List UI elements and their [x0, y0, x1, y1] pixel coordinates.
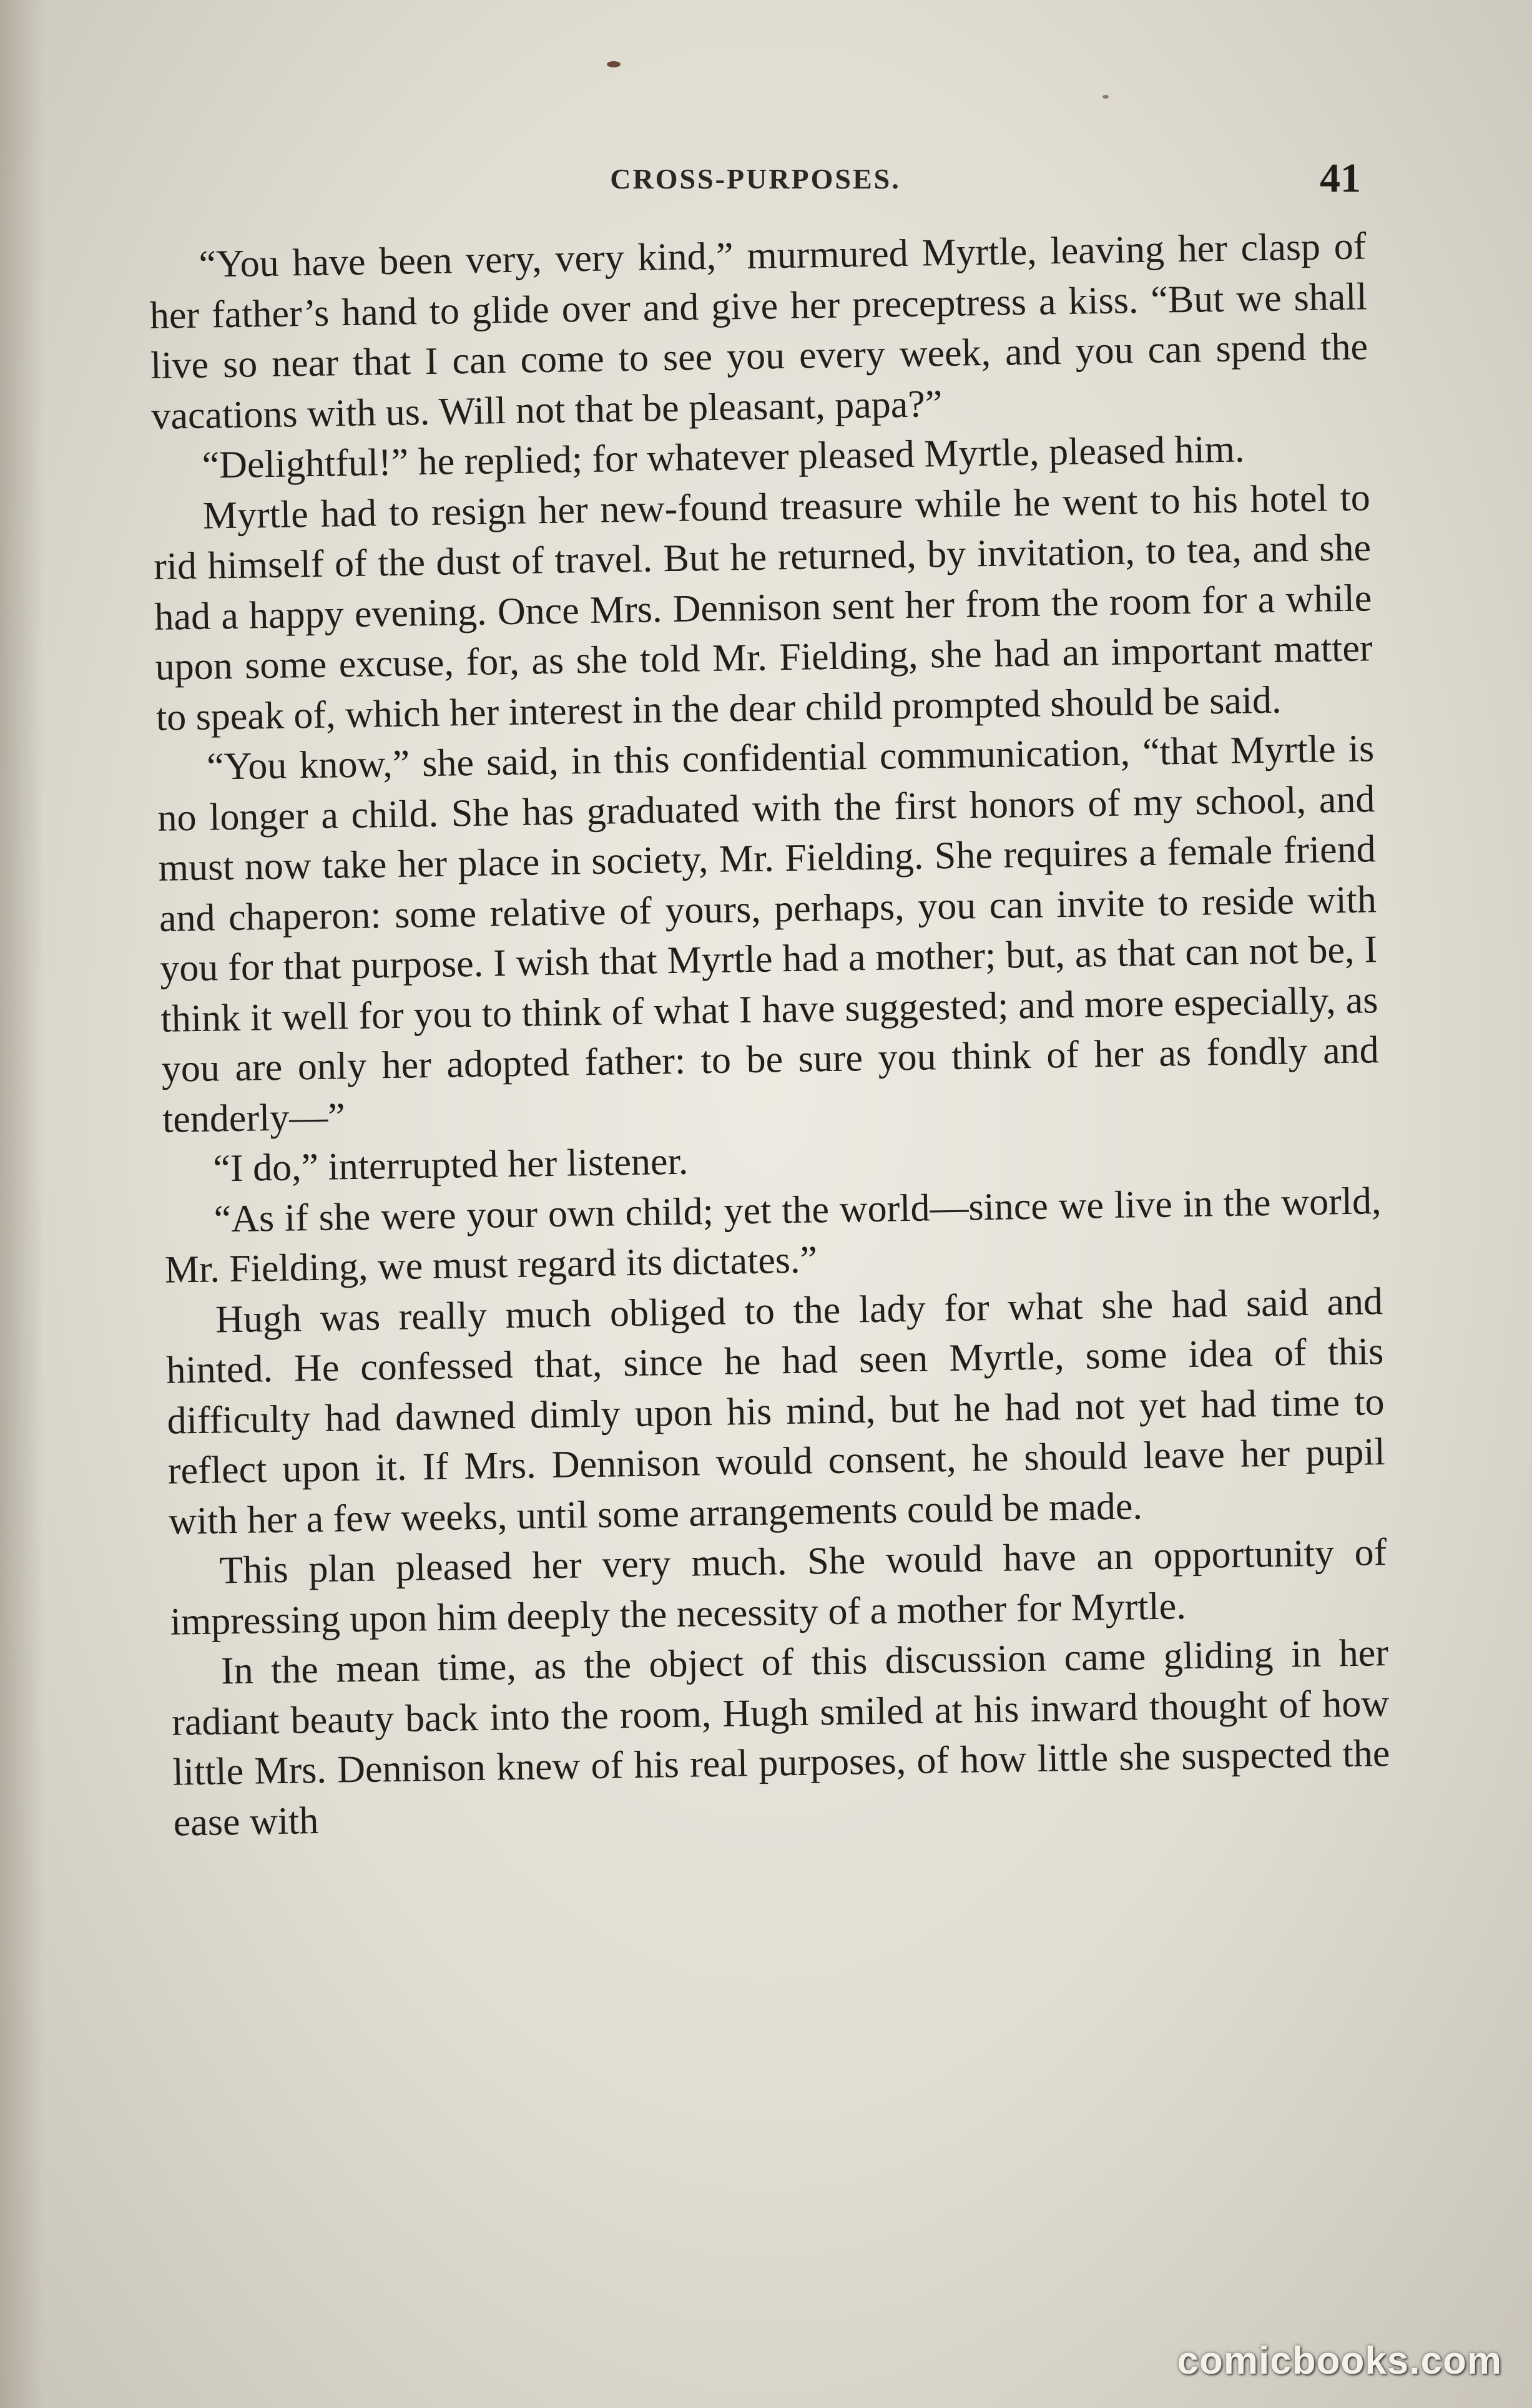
- page-number: 41: [1320, 155, 1361, 201]
- ink-speck: [607, 61, 621, 67]
- watermark: comicbooks.com: [1177, 2339, 1502, 2382]
- paragraph: “As if she were your own child; yet the world—since we live in the world, Mr. Fielding, we must regard its dictates.”: [164, 1179, 1382, 1291]
- paragraph: In the mean time, as the object of this discussion came gliding in her radiant beauty back into the room, Hugh smiled at his inward thought of how little Mrs. Dennison knew of his real purposes, of how little she suspected the ease with: [171, 1632, 1390, 1844]
- paragraph: Myrtle had to resign her new-found treasure while he went to his hotel to rid himself of the dust of travel. But he returned, by invitation, to tea, and she had a happy evening. Once Mrs. Dennison sent her from the room for a while upon some excuse, for, as she told Mr. Fielding, she had an important matter to speak of, which her interest in the dear child prompted should be said.: [153, 476, 1373, 739]
- paragraph: “I do,” interrupted her listener.: [212, 1140, 689, 1190]
- paragraph: This plan pleased her very much. She would have an opportunity of impressing upon him deeply the necessity of a mother for Myrtle.: [170, 1531, 1387, 1643]
- paragraph: “You have been very, very kind,” murmured Myrtle, leaving her clasp of her father’s hand to glide over and give her preceptress a kiss. “But we shall live so near that I can come to see you every week, and you can spend the vacations with us. Will not that be pleasant, papa?”: [149, 225, 1368, 438]
- page-header: [150, 155, 1361, 205]
- ink-speck: [1102, 95, 1109, 99]
- page-edge-shadow: [0, 0, 44, 2408]
- paragraph: “You know,” she said, in this confidential communication, “that Myrtle is no longer a child. She has graduated with the first honors of my school, and must now take her place in society, Mr. Fielding. She requires a female friend and chaperon: some relative of yours, perhaps, you can invite to reside with you for that purpose. I wish that Myrtle had a mother; but, as that can not be, I think it well for you to think of what I have suggested; and more especially, as you are only her adopted father: to be sure you think of her as fondly and tenderly—”: [157, 727, 1380, 1141]
- paragraph: “Delightful!” he replied; for whatever pleased Myrtle, pleased him.: [202, 428, 1245, 487]
- paragraph: Hugh was really much obliged to the lady for what she had said and hinted. He confessed that, since he had seen Myrtle, some idea of this difficulty had dawned dimly upon his mind, but he had not yet had time to reflect upon it. If Mrs. Dennison would consent, he should leave her pupil with her a few weeks, until some arrangements could be made.: [165, 1280, 1386, 1543]
- running-head: CROSS-PURPOSES.: [610, 163, 901, 195]
- body-text: [149, 221, 1391, 1848]
